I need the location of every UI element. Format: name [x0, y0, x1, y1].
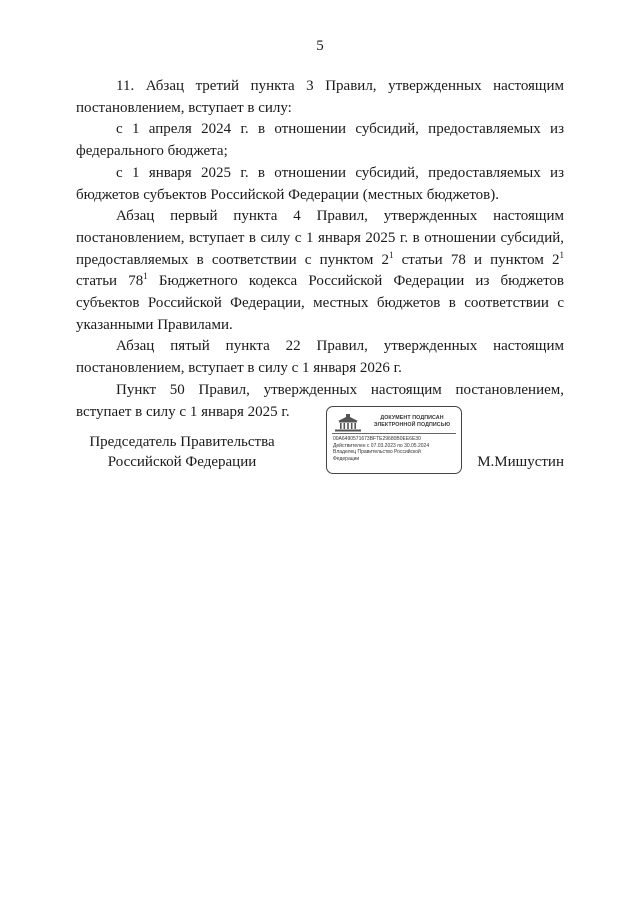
paragraph: Абзац пятый пункта 22 Правил, утвержденных настоящим постановлением, вступает в силу с 1 января 2026 г. [76, 338, 564, 377]
stamp-owner-continued: Федерации [333, 455, 360, 462]
paragraph: 11. Абзац третий пункта 3 Правил, утвержденных настоящим постановлением, вступает в силу: [76, 78, 564, 116]
superscript: 1 [388, 249, 394, 260]
stamp-validity: Действителен с 07.03.2023 по 30.05.2024 [333, 442, 430, 449]
stamp-owner: Владелец Правительство Российской [333, 449, 421, 456]
paragraph: Пункт 50 Правил, утвержденных настоящим постановлением, вступает в силу с 1 января 2025 г. [76, 381, 564, 420]
signer-title: Председатель Правительства Российской Федерации [89, 434, 275, 470]
electronic-signature-stamp [326, 406, 462, 474]
stamp-divider [332, 433, 456, 434]
paragraph: с 1 апреля 2024 г. в отношении субсидий, предоставляемых из федерального бюджета; [76, 121, 564, 160]
paragraph: с 1 января 2025 г. в отношении субсидий, предоставляемых из бюджетов субъектов Российской Федерации (местных бюджетов). [76, 164, 564, 203]
superscript: 1 [143, 271, 148, 282]
stamp-details [333, 436, 457, 462]
stamp-certificate: 00A6490571673BFTE29680B0EE6E30 [333, 436, 421, 442]
paragraph: Абзац первый пункта 4 Правил, утвержденных настоящим постановлением, вступает в силу с 1 января 2025 г. в отношении субсидий, предоставляемых в соответствии с пунктом $2^1$ статьи 78 и пунктом $2^1$ статьи $78^1$ Бюджетного кодекса Российской Федерации из бюджетов субъектов Российской Федерации, местных бюджетов в соответствии с указанными Правилами. [76, 208, 565, 333]
government-building-icon [333, 413, 363, 433]
signer-name: М.Мишустин [477, 454, 564, 470]
superscript: 1 [559, 249, 565, 260]
document-body [76, 76, 564, 423]
stamp-header: ДОКУМЕНТ ПОДПИСАН ЭЛЕКТРОННОЙ ПОДПИСЬЮ [373, 415, 451, 428]
page-number: 5 [316, 38, 324, 54]
